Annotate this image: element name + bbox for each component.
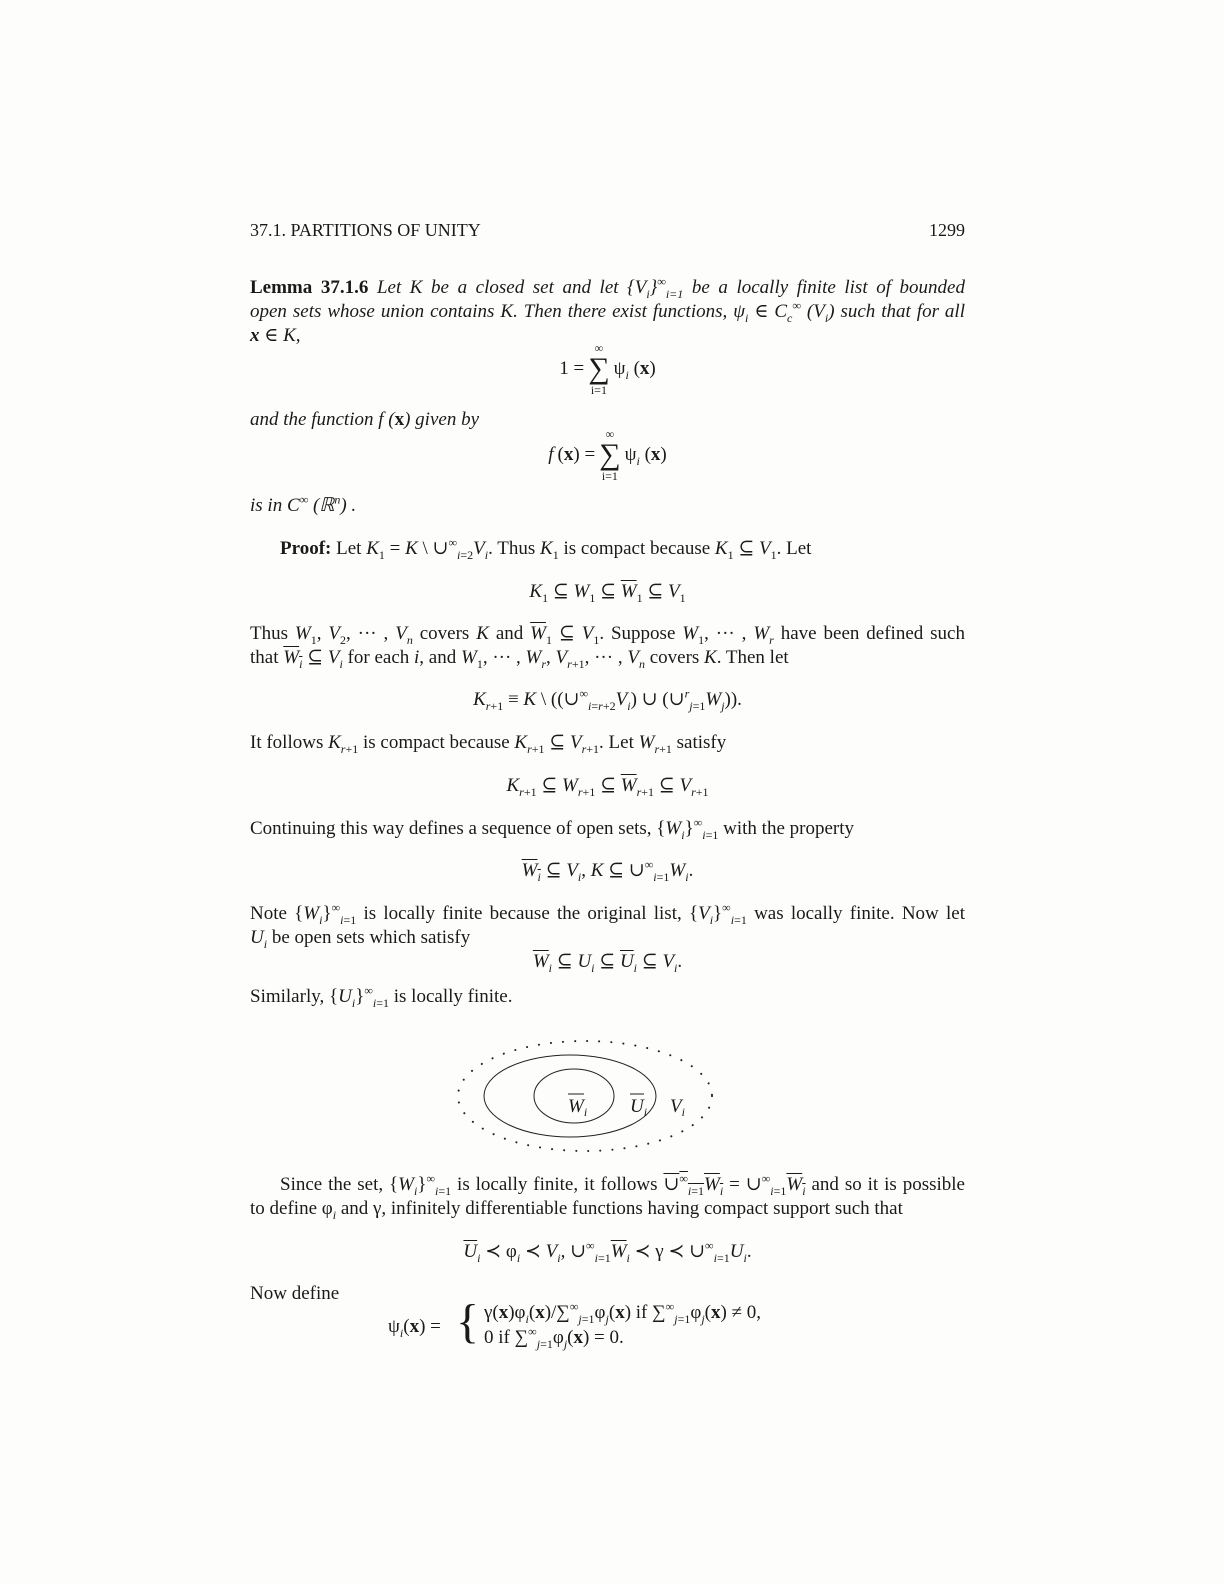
eq-partition: 1 = ∞ ∑ i=1 $\psi_i$ (x) <box>559 341 656 397</box>
proof-line-2: Thus $W_1$, $V_2$, ··· , $V_n$ covers K and $\overline{W}_1$ ⊆ $V_1$. Suppose $W_1$, ··· , $W_r$ have been defined such <box>250 623 965 647</box>
lemma-label: Lemma 37.1.6 <box>250 277 369 298</box>
proof-label: Proof: <box>280 538 332 559</box>
lemma-line-5: is in C∞ (ℝ$^n$) . <box>250 492 357 516</box>
eq-kr1-def: $K_{r+1} \equiv K$ \ ($(\cup^\infty_{i=r+2}V_i)$ ∪ $(\cup^r_{j=1}W_j)$). <box>473 686 742 713</box>
eq-k1: $K_1$ ⊆ $W_1$ ⊆ $\overline{W}_1$ ⊆ $V_1$ <box>529 581 686 605</box>
proof-line-8: Similarly, $\{U_i\}^\infty_{i=1}$ is locally finite. <box>250 983 513 1010</box>
cases-brace: { <box>456 1295 480 1348</box>
w-label: $W_i$ <box>568 1096 588 1119</box>
eq-psi-case-2: 0 if $\sum^\infty_{j=1}\varphi_j(x) = 0$. <box>484 1324 624 1351</box>
proof-line-4: It follows $K_{r+1}$ is compact because $K_{r+1}$ ⊆ $V_{r+1}$. Let $W_{r+1}$ satisfy <box>250 732 727 756</box>
proof-line-5: Continuing this way defines a sequence of open sets, $\{W_i\}^\infty_{i=1}$ with the property <box>250 815 855 842</box>
page-number: 1299 <box>929 220 965 240</box>
eq-kr1: $K_{r+1}$ ⊆ $W_{r+1}$ ⊆ $\overline{W}_{r+1}$ ⊆ $V_{r+1}$ <box>506 775 709 799</box>
page <box>250 0 965 1584</box>
proof-line-9: Since the set, $\{W_i\}^\infty_{i=1}$ is locally finite, it follows $\cup^\infty_{i=1}W_i$ = $\cup^\infty_{i=1}W_i$ and so it is possible <box>280 1171 965 1198</box>
eq-psi-lhs: $\psi_i(x)$ = <box>388 1316 441 1340</box>
proof-line-11: Now define <box>250 1283 340 1304</box>
u-label: $U_i$ <box>630 1096 648 1119</box>
eq-ui: $\overline{W}_i$ ⊆ $U_i$ ⊆ $\overline{U}_i$ ⊆ $V_i$. <box>532 951 683 975</box>
v-label: $V_i$ <box>670 1096 685 1119</box>
running-header <box>250 220 965 241</box>
lemma-line-1: Lemma 37.1.6 Let K be a closed set and let $\{V_i\}^\infty_{i=1}$ be a locally finite list of bounded <box>250 274 965 301</box>
section-title: 37.1. PARTITIONS OF UNITY <box>250 220 481 240</box>
nested-sets-figure <box>450 1036 720 1158</box>
lemma-line-2: open sets whose union contains K. Then there exist functions, $\psi_i$ ∈ $C_c^\infty$ $(V_i)$ such that for all <box>250 298 965 325</box>
eq-f: f (x) = ∞ ∑ i=1 $\psi_i$ (x) <box>548 427 667 483</box>
proof-line-10: to define $\varphi_i$ and γ, infinitely differentiable functions having compact support such that <box>250 1198 903 1222</box>
proof-line-6: Note $\{W_i\}^\infty_{i=1}$ is locally finite because the original list, $\{V_i\}^\infty_{i=1}$ was locally finite. Now let <box>250 900 965 927</box>
lemma-line-3: x ∈ K, <box>250 325 301 346</box>
eq-psi-case-1: $\gamma(x)\varphi_i(x)/\sum^\infty_{j=1}\varphi_j(x)$ if $\sum^\infty_{j=1}\varphi_j(x) \ne 0$, <box>484 1299 762 1326</box>
proof-line-1: Proof: Let $K_1 = K$ \ $\cup^\infty_{i=2}V_i$. Thus $K_1$ is compact because $K_1$ ⊆ $V_1$. Let <box>280 535 812 562</box>
eq-phi: $\overline{U}_i$ ≺ $\varphi_i$ ≺ $V_i$, $\cup^\infty_{i=1}\overline{W}_i$ ≺ γ ≺ $\cup^\infty_{i=1}U_i$. <box>463 1238 752 1265</box>
proof-line-7: $U_i$ be open sets which satisfy <box>250 927 471 951</box>
proof-line-3: that $W_i$ ⊆ $V_i$ for each i, and $W_1$, ··· , $W_r$, $V_{r+1}$, ··· , $V_n$ covers K. Then let <box>250 647 789 671</box>
eq-wi: $W_i$ ⊆ $V_i$, K ⊆ $\cup^\infty_{i=1}W_i$. <box>521 857 694 884</box>
lemma-line-4: and the function f (x) given by <box>250 409 479 430</box>
